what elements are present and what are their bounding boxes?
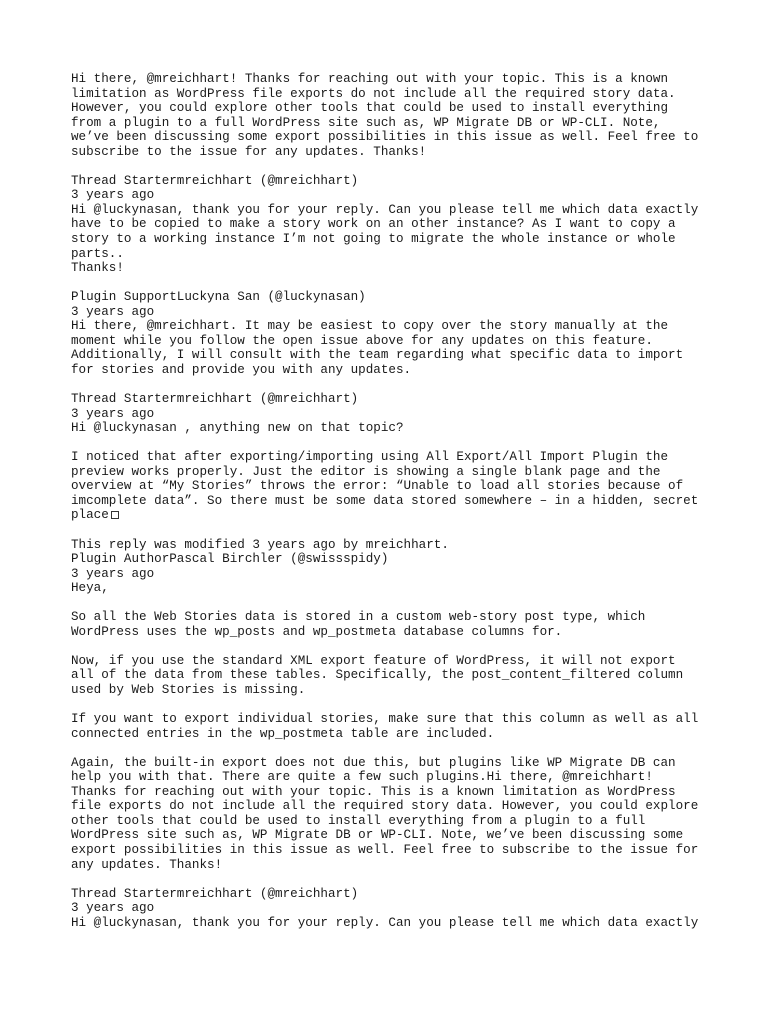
text-line-content: Plugin AuthorPascal Birchler (@swissspidy) — [71, 552, 389, 567]
text-line-content: imcomplete data”. So there must be some data stored somewhere – in a hidden, secret — [71, 493, 699, 508]
text-line — [71, 843, 711, 858]
text-line-content: 3 years ago — [71, 406, 155, 421]
text-line-content: If you want to export individual stories, make sure that this column as well as all — [71, 712, 699, 727]
text-line — [71, 188, 711, 203]
text-line — [71, 290, 711, 305]
text-line — [71, 654, 711, 669]
text-line — [71, 421, 711, 436]
paragraph-gap — [71, 276, 711, 291]
text-line-content: Hi there, @mreichhart! Thanks for reaching out with your topic. This is a known — [71, 72, 669, 86]
text-line-content: other tools that could be used to install everything from a plugin to a full — [71, 813, 646, 828]
text-line-content: from a plugin to a full WordPress site such as, WP Migrate DB or WP-CLI. Note, — [71, 115, 661, 130]
text-line — [71, 567, 711, 582]
text-line — [71, 116, 711, 131]
text-line-content: I noticed that after exporting/importing using All Export/All Import Plugin the — [71, 450, 669, 465]
paragraph-gap — [71, 523, 711, 538]
text-line-content: This reply was modified 3 years ago by mreichhart. — [71, 537, 449, 552]
document-body — [71, 72, 711, 930]
text-line — [71, 756, 711, 771]
text-line-content: However, you could explore other tools that could be used to install everything — [71, 101, 669, 116]
text-line — [71, 828, 711, 843]
paragraph — [71, 712, 711, 741]
text-line — [71, 916, 711, 931]
text-line — [71, 407, 711, 422]
text-line-content: 3 years ago — [71, 304, 155, 319]
text-line-content: help you with that. There are quite a few such plugins.Hi there, @mreichhart! — [71, 770, 653, 785]
paragraph — [71, 756, 711, 872]
text-line — [71, 130, 711, 145]
paragraph — [71, 450, 711, 523]
text-line — [71, 217, 711, 232]
text-line — [71, 581, 711, 596]
paragraph-gap — [71, 639, 711, 654]
smiley-emoji-icon — [111, 511, 119, 519]
text-line-content: Hi there, @mreichhart. It may be easiest to copy over the story manually at the — [71, 319, 669, 334]
paragraph — [71, 887, 711, 931]
paragraph-gap — [71, 436, 711, 451]
text-line-content: overview at “My Stories” throws the error: “Unable to load all stories because of — [71, 479, 684, 494]
text-line-content: we’ve been discussing some export possibilities in this issue as well. Feel free to — [71, 130, 699, 145]
text-line — [71, 232, 711, 247]
text-line-content: limitation as WordPress file exports do not include all the required story data. — [71, 86, 676, 101]
text-line — [71, 785, 711, 800]
text-line — [71, 392, 711, 407]
text-line-content: story to a working instance I’m not going to migrate the whole instance or whole — [71, 232, 676, 247]
text-line-content: Thread Startermreichhart (@mreichhart) — [71, 392, 359, 407]
text-line-content: Thread Startermreichhart (@mreichhart) — [71, 886, 359, 901]
text-line — [71, 610, 711, 625]
text-line — [71, 145, 711, 160]
paragraph — [71, 610, 711, 639]
text-line — [71, 552, 711, 567]
text-line-content: 3 years ago — [71, 188, 155, 203]
text-line-content: preview works properly. Just the editor is showing a single blank page and the — [71, 464, 661, 479]
text-line-content: 3 years ago — [71, 566, 155, 581]
text-line — [71, 727, 711, 742]
paragraph — [71, 538, 711, 596]
paragraph-gap — [71, 596, 711, 611]
paragraph-gap — [71, 698, 711, 713]
paragraph-gap — [71, 159, 711, 174]
text-line — [71, 479, 711, 494]
text-line — [71, 319, 711, 334]
text-line-content: Thread Startermreichhart (@mreichhart) — [71, 173, 359, 188]
text-line — [71, 261, 711, 276]
text-line-content: Hi @luckynasan , anything new on that topic? — [71, 421, 404, 436]
text-line-content: So all the Web Stories data is stored in a custom web-story post type, which — [71, 610, 646, 625]
text-line-content: used by Web Stories is missing. — [71, 682, 306, 697]
paragraph — [71, 290, 711, 377]
text-line — [71, 203, 711, 218]
text-line — [71, 508, 711, 523]
text-line — [71, 348, 711, 363]
text-line-content: place — [71, 508, 109, 523]
text-line-content: all of the data from these tables. Specifically, the post_content_filtered column — [71, 668, 684, 683]
text-line — [71, 625, 711, 640]
text-line-content: Thanks! — [71, 261, 124, 276]
text-line-content: Heya, — [71, 581, 109, 596]
text-line — [71, 465, 711, 480]
paragraph — [71, 174, 711, 276]
text-line-content: Now, if you use the standard XML export feature of WordPress, it will not export — [71, 653, 676, 668]
text-line-content: connected entries in the wp_postmeta table are included. — [71, 726, 495, 741]
text-line — [71, 305, 711, 320]
text-line — [71, 799, 711, 814]
paragraph — [71, 654, 711, 698]
text-line-content: have to be copied to make a story work on an other instance? As I want to copy a — [71, 217, 676, 232]
text-line — [71, 174, 711, 189]
text-line-content: subscribe to the issue for any updates. Thanks! — [71, 144, 427, 159]
text-line — [71, 72, 711, 87]
paragraph — [71, 392, 711, 436]
paragraph-gap — [71, 872, 711, 887]
text-line — [71, 363, 711, 378]
text-line-content: Thanks for reaching out with your topic. This is a known limitation as WordPress — [71, 784, 676, 799]
text-line — [71, 858, 711, 873]
text-line-content: Hi @luckynasan, thank you for your reply. Can you please tell me which data exactly — [71, 202, 699, 217]
paragraph-gap — [71, 741, 711, 756]
text-line-content: for stories and provide you with any updates. — [71, 362, 412, 377]
text-line — [71, 450, 711, 465]
text-line-content: 3 years ago — [71, 901, 155, 916]
text-line — [71, 334, 711, 349]
text-line — [71, 814, 711, 829]
text-line — [71, 770, 711, 785]
text-line-content: Hi @luckynasan, thank you for your reply. Can you please tell me which data exactly — [71, 915, 699, 930]
text-line — [71, 538, 711, 553]
text-line-content: any updates. Thanks! — [71, 857, 223, 872]
text-line-content: export possibilities in this issue as well. Feel free to subscribe to the issue for — [71, 842, 699, 857]
text-line — [71, 901, 711, 916]
paragraph — [71, 72, 711, 159]
paragraph-gap — [71, 377, 711, 392]
text-line — [71, 87, 711, 102]
text-line — [71, 247, 711, 262]
text-line — [71, 887, 711, 902]
text-line-content: parts.. — [71, 246, 124, 261]
text-line-content: Plugin SupportLuckyna San (@luckynasan) — [71, 290, 366, 305]
text-line-content: Again, the built-in export does not due this, but plugins like WP Migrate DB can — [71, 755, 676, 770]
text-line-content: Additionally, I will consult with the team regarding what specific data to import — [71, 348, 684, 363]
text-line — [71, 683, 711, 698]
text-line-content: WordPress site such as, WP Migrate DB or WP-CLI. Note, we’ve been discussing some — [71, 828, 684, 843]
text-line — [71, 712, 711, 727]
text-line — [71, 668, 711, 683]
text-line-content: WordPress uses the wp_posts and wp_postmeta database columns for. — [71, 624, 563, 639]
text-line — [71, 101, 711, 116]
text-line-content: file exports do not include all the required story data. However, you could explore — [71, 799, 699, 814]
text-line — [71, 494, 711, 509]
text-line-content: moment while you follow the open issue above for any updates on this feature. — [71, 333, 653, 348]
